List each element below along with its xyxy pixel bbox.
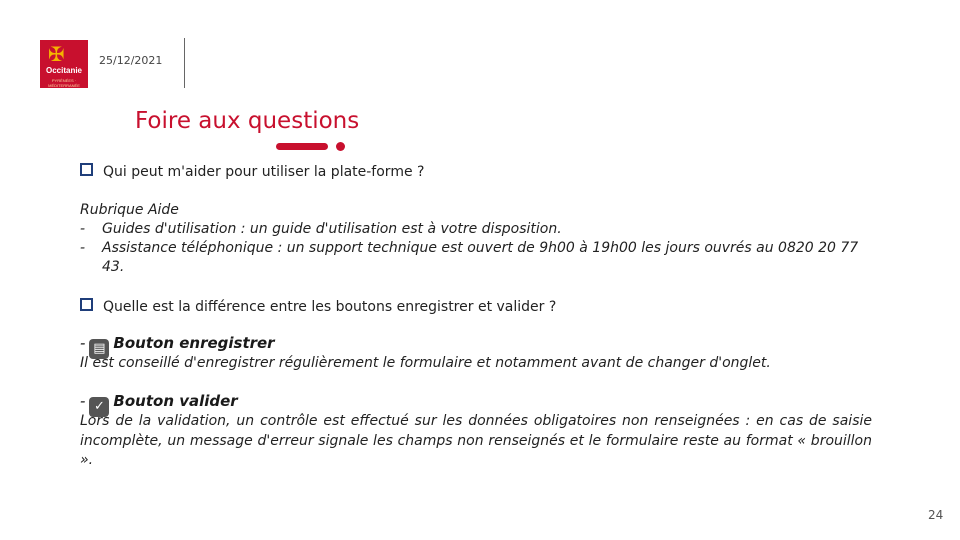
page-title: Foire aux questions (135, 108, 360, 134)
header-divider (184, 38, 185, 88)
title-underline-dot (336, 142, 345, 151)
title-underline (276, 143, 328, 150)
bullet-assistance: - Assistance téléphonique : un support technique est ouvert de 9h00 à 19h00 les jours ouvrés au 0820 20 77 43. (80, 239, 870, 277)
checkbox-bullet-icon (80, 298, 93, 311)
logo-text: Occitanie (45, 66, 82, 75)
checkbox-bullet-icon (80, 163, 93, 176)
save-button-row: - ▤ Bouton enregistrer (80, 334, 275, 359)
bullet-assistance-text: Assistance téléphonique : un support technique est ouvert de 9h00 à 19h00 les jours ouvrés au 0820 20 77 43. (102, 240, 859, 275)
save-button-label: Bouton enregistrer (113, 334, 275, 352)
validate-button-row: - ✓ Bouton valider (80, 392, 238, 417)
rubrique-label: Rubrique Aide (80, 202, 179, 218)
logo-subtext: PYRÉNÉES · MÉDITERRANÉE (48, 78, 80, 88)
validate-button-label: Bouton valider (113, 392, 238, 410)
validate-description: Lors de la validation, un contrôle est effectué sur les données obligatoires non renseignées : en cas de saisie incomplète, un message d'erreur signale les champs non renseignés et le formulaire reste au format « brouillon ». (80, 413, 872, 468)
question-1-text: Qui peut m'aider pour utiliser la plate-forme ? (103, 164, 425, 180)
checkmark-icon: ✓ (89, 397, 109, 417)
bullet-guides-text: Guides d'utilisation : un guide d'utilisation est à votre disposition. (102, 221, 562, 237)
save-description: Il est conseillé d'enregistrer régulièrement le formulaire et notamment avant de changer d'onglet. (80, 355, 771, 371)
occitan-cross-icon: ✠ (48, 42, 65, 66)
page-number: 24 (928, 508, 944, 522)
bullet-guides: - Guides d'utilisation : un guide d'utilisation est à votre disposition. (80, 220, 870, 239)
question-1 (80, 163, 424, 180)
occitanie-logo (40, 40, 88, 88)
slide-date: 25/12/2021 (99, 54, 163, 67)
save-icon: ▤ (89, 339, 109, 359)
question-2 (80, 298, 556, 315)
question-2-text: Quelle est la différence entre les boutons enregistrer et valider ? (103, 299, 557, 315)
